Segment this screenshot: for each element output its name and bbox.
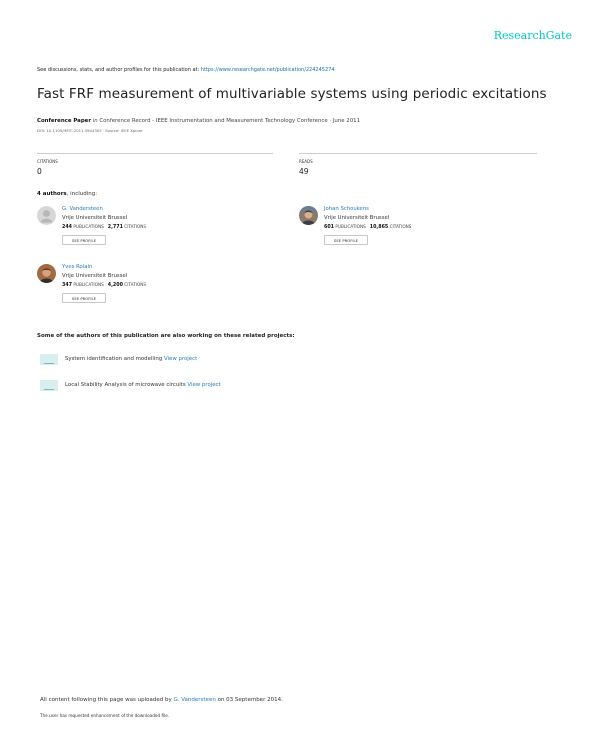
- citations-count: 2,771: [107, 225, 123, 230]
- publication-meta: [37, 118, 360, 124]
- avatar-placeholder-icon[interactable]: [37, 206, 56, 225]
- avatar-photo-icon[interactable]: [37, 264, 56, 283]
- publication-title: Fast FRF measurement of multivariable systems using periodic excitations: [37, 86, 547, 102]
- project-thumbnail-icon: [40, 380, 58, 391]
- author-card-vandersteen: [37, 206, 237, 248]
- authors-heading: [37, 191, 97, 197]
- upload-notice: [40, 697, 283, 703]
- see-profile-button[interactable]: SEE PROFILE: [62, 235, 106, 245]
- author-institution: Vrije Universiteit Brussel: [62, 215, 128, 221]
- see-profile-button[interactable]: SEE PROFILE: [324, 235, 368, 245]
- reads-value: 49: [299, 167, 309, 176]
- publications-label: PUBLICATIONS: [73, 224, 104, 229]
- author-card-schoukens: [299, 206, 499, 248]
- divider-citations: [37, 153, 273, 154]
- discussion-text: See discussions, stats, and author profiles for this publication at:: [37, 67, 200, 73]
- project-text: [65, 382, 221, 388]
- author-stats: [324, 224, 411, 230]
- author-name[interactable]: G. Vandersteen: [62, 206, 103, 212]
- project-name: System identification and modelling: [65, 356, 163, 362]
- related-projects-heading: Some of the authors of this publication are also working on these related projects:: [37, 333, 295, 339]
- author-stats: [62, 282, 146, 288]
- citations-count: 4,200: [107, 283, 123, 288]
- upload-suffix: on 03 September 2014.: [217, 697, 283, 703]
- see-profile-button[interactable]: SEE PROFILE: [62, 293, 106, 303]
- publications-count: 601: [324, 225, 335, 230]
- publication-type: Conference Paper: [37, 118, 91, 124]
- doi-line: DOI: 10.1109/IMTC.2011.5944305 · Source: IEEE Xplore: [37, 128, 143, 133]
- view-project-link[interactable]: View project: [187, 382, 221, 388]
- author-institution: Vrije Universiteit Brussel: [62, 273, 128, 279]
- researchgate-logo[interactable]: ResearchGate: [493, 29, 572, 42]
- view-project-link[interactable]: View project: [163, 356, 198, 362]
- upload-prefix: All content following this page was uploaded by: [40, 697, 172, 703]
- citations-label: CITATIONS: [124, 224, 147, 229]
- uploader-link[interactable]: G. Vandersteen: [173, 697, 216, 703]
- authors-count: 4 authors: [37, 191, 67, 197]
- project-item: [37, 354, 337, 368]
- author-stats: [62, 224, 146, 230]
- author-name[interactable]: Johan Schoukens: [324, 206, 369, 212]
- project-item: [37, 380, 337, 394]
- in-label: in: [92, 118, 98, 124]
- publication-url-link[interactable]: https://www.researchgate.net/publication/224245274: [200, 67, 335, 73]
- discussion-line: [37, 67, 335, 73]
- avatar-photo-icon[interactable]: [299, 206, 318, 225]
- author-card-rolain: [37, 264, 237, 306]
- venue: Conference Record - IEEE Instrumentation and Measurement Technology Conference · June 2011: [99, 118, 360, 124]
- author-institution: Vrije Universiteit Brussel: [324, 215, 390, 221]
- divider-reads: [299, 153, 537, 154]
- publications-count: 347: [62, 283, 73, 288]
- authors-suffix: , including:: [66, 191, 98, 197]
- citations-value: 0: [37, 167, 42, 176]
- project-thumbnail-icon: [40, 354, 58, 365]
- project-name: Local Stability Analysis of microwave circuits: [65, 382, 186, 388]
- publications-label: PUBLICATIONS: [335, 224, 366, 229]
- publications-count: 244: [62, 225, 73, 230]
- enhancement-notice: The user has requested enhancement of the downloaded file.: [40, 713, 170, 718]
- citations-label: CITATIONS: [124, 282, 147, 287]
- reads-label: READS: [299, 159, 313, 164]
- publications-label: PUBLICATIONS: [73, 282, 104, 287]
- project-text: [65, 356, 197, 362]
- citations-count: 10,865: [369, 225, 389, 230]
- author-name[interactable]: Yves Rolain: [62, 264, 93, 270]
- citations-label: CITATIONS: [389, 224, 412, 229]
- citations-label: CITATIONS: [37, 159, 58, 164]
